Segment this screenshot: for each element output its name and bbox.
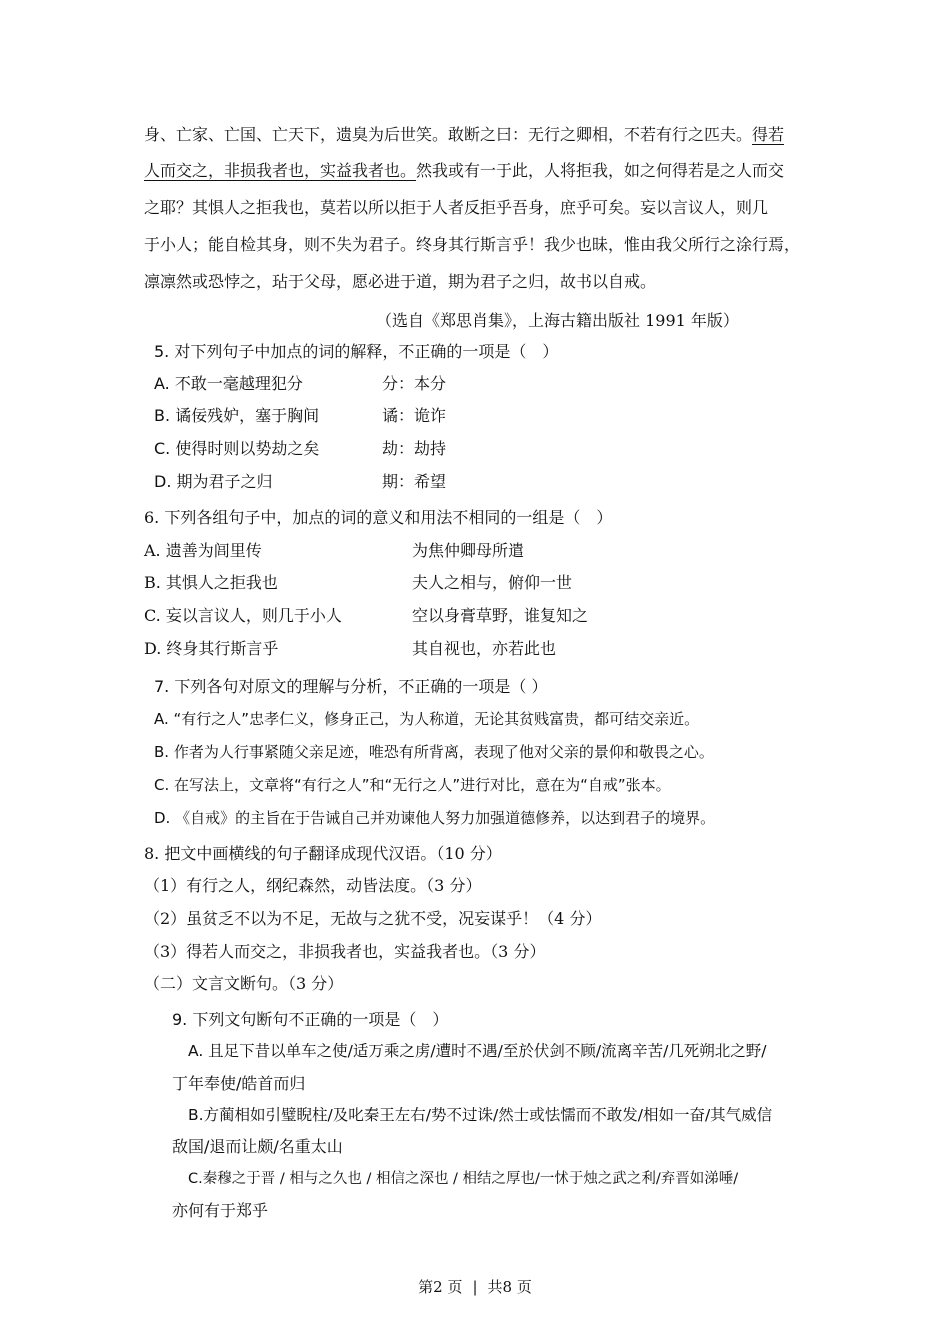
question-9-stem: 9. 下列文句断句不正确的一项是（ ） bbox=[172, 1010, 449, 1029]
question-6-option-a-right: 为焦仲卿母所遣 bbox=[412, 541, 525, 560]
question-9-option-b-line-2: 敌国/退而让颇/名重太山 bbox=[172, 1137, 343, 1156]
question-8-sentence-1: （1）有行之人，纲纪森然，动皆法度。（3 分） bbox=[144, 876, 482, 895]
question-9-option-c-line-2: 亦何有于郑乎 bbox=[172, 1201, 269, 1220]
question-9-option-a-line-2: 丁年奉使/皓首而归 bbox=[172, 1074, 306, 1093]
question-9-option-b-line-1: B.方蔺相如引璧睨柱/及叱秦王左右/势不过诛/然士或怯懦而不敢发/相如一奋/其气威信 bbox=[188, 1106, 773, 1124]
page-footer bbox=[0, 1276, 950, 1297]
question-6-option-b-left: B. 其惧人之拒我也 bbox=[144, 573, 278, 592]
question-5-gloss-a: 分：本分 bbox=[382, 374, 447, 393]
question-5-gloss-d: 期：希望 bbox=[382, 472, 447, 491]
question-5-option-a: A. 不敢一毫越理犯分 bbox=[154, 374, 303, 393]
question-6-option-c-left: C. 妄以言议人，则几于小人 bbox=[144, 606, 342, 625]
question-5-option-b: B. 谲佞残妒，塞于胸间 bbox=[154, 406, 320, 425]
question-8-stem: 8. 把文中画横线的句子翻译成现代汉语。（10 分） bbox=[144, 844, 502, 863]
total-pages: 共8 页 bbox=[487, 1278, 532, 1296]
question-7-option-d: D. 《自戒》的主旨在于告诫自己并劝谏他人努力加强道德修养，以达到君子的境界。 bbox=[154, 809, 716, 827]
question-8-sentence-2: （2）虽贫乏不以为不足，无故与之犹不受，况妄谋乎！（4 分） bbox=[144, 909, 602, 928]
question-9-option-a-line-1: A. 且足下昔以单车之使/适万乘之虏/遭时不遇/至於伏剑不顾/流离辛苦/几死朔北之野/ bbox=[188, 1042, 767, 1060]
underlined-sentence: 得若 bbox=[752, 125, 785, 144]
passage-line-3: 之耶？其惧人之拒我也，莫若以所以拒于人者反拒乎吾身，庶乎可矣。妄以言议人，则几 bbox=[144, 198, 769, 217]
question-5-gloss-b: 谲：诡诈 bbox=[382, 406, 447, 425]
question-7-stem: 7. 下列各句对原文的理解与分析，不正确的一项是（ ） bbox=[154, 677, 548, 696]
passage-line-4: 于小人；能自检其身，则不失为君子。终身其行斯言乎！我少也昧，惟由我父所行之涂行焉， bbox=[144, 235, 801, 254]
underlined-sentence: 人而交之，非损我者也，实益我者也。 bbox=[144, 161, 417, 180]
question-6-stem: 6. 下列各组句子中，加点的词的意义和用法不相同的一组是（ ） bbox=[144, 508, 613, 527]
passage-line-5: 凛凛然或恐悖之，玷于父母，愿必进于道，期为君子之归，故书以自戒。 bbox=[144, 272, 657, 291]
question-6-option-c-right: 空以身膏草野，谁复知之 bbox=[412, 606, 589, 625]
question-6-option-a-left: A. 遗善为闾里传 bbox=[144, 541, 262, 560]
question-6-option-b-right: 夫人之相与，俯仰一世 bbox=[412, 573, 573, 592]
question-5-gloss-c: 劫：劫持 bbox=[382, 439, 447, 458]
question-9-option-c-line-1: C.秦穆之于晋 / 相与之久也 / 相信之深也 / 相结之厚也/一怵于烛之武之利/弃晋如涕唾/ bbox=[188, 1171, 739, 1187]
footer-separator: | bbox=[472, 1278, 478, 1296]
passage-line-1: 身、亡家、亡国、亡天下，遗臭为后世笑。敢断之曰：无行之卿相，不若有行之匹夫。得若 bbox=[144, 125, 785, 144]
question-5-stem: 5. 对下列句子中加点的词的解释，不正确的一项是（ ） bbox=[154, 342, 559, 361]
question-5-option-c: C. 使得时则以势劫之矣 bbox=[154, 439, 320, 458]
passage-line-2: 人而交之，非损我者也，实益我者也。然我或有一于此，人将拒我，如之何得若是之人而交 bbox=[144, 161, 785, 180]
question-8-sentence-3: （3）得若人而交之，非损我者也，实益我者也。（3 分） bbox=[144, 942, 546, 961]
passage-source: （选自《郑思肖集》，上海古籍出版社 1991 年版） bbox=[376, 311, 739, 330]
section-heading: （二）文言文断句。（3 分） bbox=[144, 974, 344, 993]
question-6-option-d-left: D. 终身其行斯言乎 bbox=[144, 639, 279, 658]
question-5-option-d: D. 期为君子之归 bbox=[154, 472, 273, 491]
question-7-option-a: A. “有行之人”忠孝仁义，修身正己，为人称道，无论其贫贱富贵，都可结交亲近。 bbox=[154, 710, 700, 728]
page-number: 第2 页 bbox=[418, 1278, 463, 1296]
question-7-option-c: C. 在写法上，文章将“有行之人”和“无行之人”进行对比，意在为“自戒”张本。 bbox=[154, 776, 671, 794]
question-7-option-b: B. 作者为人行事紧随父亲足迹，唯恐有所背离，表现了他对父亲的景仰和敬畏之心。 bbox=[154, 743, 714, 761]
question-6-option-d-right: 其自视也，亦若此也 bbox=[412, 639, 557, 658]
